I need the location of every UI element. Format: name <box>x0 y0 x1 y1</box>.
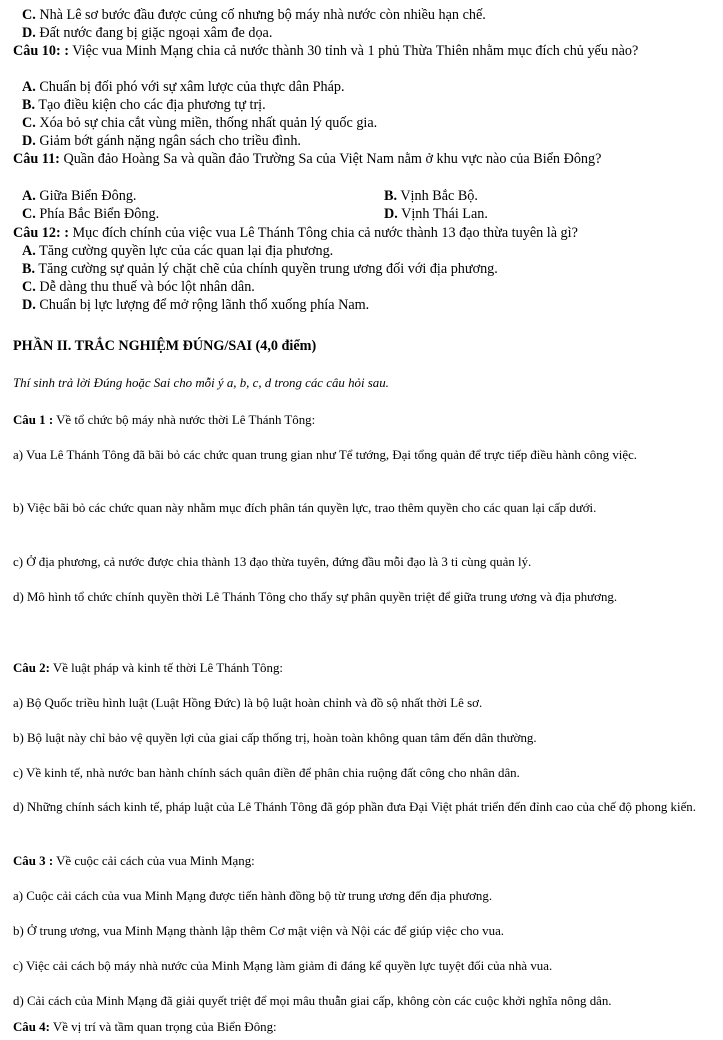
option-text: Giữa Biển Đông. <box>39 188 137 204</box>
section-heading: PHẦN II. TRẮC NGHIỆM ĐÚNG/SAI (4,0 điểm) <box>13 338 317 354</box>
statement-c: c) Ở địa phương, cả nước được chia thành 13 đạo thừa tuyên, đứng đầu mỗi đạo là 3 ti cùng quản lý. <box>13 555 532 569</box>
statement-d: d) Những chính sách kinh tế, pháp luật của Lê Thánh Tông đã góp phần đưa Đại Việt phát triển đến đỉnh cao của chế độ phong kiến. <box>13 800 696 814</box>
option-line <box>22 97 715 114</box>
tf-question-2 <box>13 659 715 677</box>
option-line <box>22 25 715 42</box>
option-text: Tạo điều kiện cho các địa phương tự trị. <box>38 97 266 113</box>
tf-question-4 <box>13 1018 715 1036</box>
option-line <box>22 133 715 150</box>
option-text: Đất nước đang bị giặc ngoại xâm đe dọa. <box>39 25 273 41</box>
question-text: Quần đảo Hoàng Sa và quần đảo Trường Sa của Việt Nam nằm ở khu vực nào của Biển Đông? <box>59 151 602 167</box>
option-text: Phía Bắc Biển Đông. <box>39 206 160 222</box>
option-label: D. <box>22 297 36 313</box>
question-text: Về luật pháp và kinh tế thời Lê Thánh Tông: <box>49 661 283 675</box>
tf-question-1 <box>13 411 715 429</box>
option-text: Xóa bỏ sự chia cắt vùng miền, thống nhất quản lý quốc gia. <box>39 115 378 131</box>
statement-b: b) Bộ luật này chỉ bảo vệ quyền lợi của giai cấp thống trị, hoàn toàn không quan tâm đến dân thường. <box>13 731 537 745</box>
question-10 <box>13 43 713 60</box>
option-text: Tăng cường sự quản lý chặt chẽ của chính quyền trung ương đối với địa phương. <box>38 261 498 277</box>
question-text: Mục đích chính của việc vua Lê Thánh Tông chia cả nước thành 13 đạo thừa tuyên là gì? <box>68 225 578 241</box>
option-label: C. <box>22 7 36 23</box>
option-line <box>22 7 715 24</box>
option-line <box>22 279 715 296</box>
option-text: Chuẩn bị lực lượng để mở rộng lãnh thổ xuống phía Nam. <box>39 297 370 313</box>
option-text: Vịnh Bắc Bộ. <box>400 188 478 204</box>
option-text: Tăng cường quyền lực của các quan lại địa phương. <box>39 243 334 259</box>
option-label: C. <box>22 115 36 131</box>
question-text: Về vị trí và tầm quan trọng của Biển Đông: <box>49 1020 277 1034</box>
option-label: D. <box>22 133 36 149</box>
statement-a: a) Bộ Quốc triều hình luật (Luật Hồng Đức) là bộ luật hoàn chỉnh và đồ sộ nhất thời Lê sơ. <box>13 696 483 710</box>
option-line <box>22 297 715 314</box>
statement-c: c) Việc cải cách bộ máy nhà nước của Minh Mạng làm giảm đi đáng kể quyền lực tuyệt đối của nhà vua. <box>13 959 553 973</box>
option-label: A. <box>22 79 36 95</box>
question-label: Câu 4: <box>13 1020 50 1034</box>
option-label: C. <box>22 206 36 222</box>
statement-d: d) Cải cách của Minh Mạng đã giải quyết triệt để mọi mâu thuẫn giai cấp, không còn các cuộc khởi nghĩa nông dân. <box>13 994 612 1008</box>
question-label: Câu 12: : <box>13 225 69 241</box>
option-label: C. <box>22 279 36 295</box>
question-11 <box>13 151 713 168</box>
option-text: Chuẩn bị đối phó với sự xâm lược của thực dân Pháp. <box>39 79 345 95</box>
option-text: Vịnh Thái Lan. <box>401 206 488 222</box>
section-instruction: Thí sinh trả lời Đúng hoặc Sai cho mỗi ý a, b, c, d trong các câu hỏi sau. <box>13 376 389 390</box>
option-label: D. <box>22 25 36 41</box>
option-label: D. <box>384 206 398 222</box>
option-line <box>22 261 715 278</box>
question-label: Câu 3 : <box>13 854 54 868</box>
statement-d: d) Mô hình tổ chức chính quyền thời Lê Thánh Tông cho thấy sự phân quyền triệt để giữa trung ương và địa phương. <box>13 590 618 604</box>
option-text: Giảm bớt gánh nặng ngân sách cho triều đình. <box>39 133 301 149</box>
option-text: Nhà Lê sơ bước đầu được củng cố nhưng bộ máy nhà nước còn nhiều hạn chế. <box>39 7 486 23</box>
option-col2 <box>384 206 488 223</box>
question-label: Câu 11: <box>13 151 60 167</box>
option-line <box>22 243 715 260</box>
question-text: Việc vua Minh Mạng chia cả nước thành 30 tỉnh và 1 phủ Thừa Thiên nhằm mục đích chủ yếu nào? <box>68 43 639 59</box>
statement-c: c) Về kinh tế, nhà nước ban hành chính sách quân điền để phân chia ruộng đất công cho nhân dân. <box>13 766 520 780</box>
option-line <box>22 115 715 132</box>
question-text: Về cuộc cải cách của vua Minh Mạng: <box>53 854 255 868</box>
statement-a: a) Cuộc cải cách của vua Minh Mạng được tiến hành đồng bộ từ trung ương đến địa phương. <box>13 889 493 903</box>
question-label: Câu 10: : <box>13 43 69 59</box>
question-label: Câu 2: <box>13 661 50 675</box>
statement-b: b) Việc bãi bỏ các chức quan này nhằm mục đích phân tán quyền lực, trao thêm quyền cho các quan lại cấp dưới. <box>13 501 597 515</box>
option-text: Dễ dàng thu thuế và bóc lột nhân dân. <box>39 279 255 295</box>
option-label: B. <box>22 261 36 277</box>
question-12 <box>13 225 715 242</box>
question-text: Về tổ chức bộ máy nhà nước thời Lê Thánh Tông: <box>53 413 316 427</box>
option-label: B. <box>384 188 398 204</box>
option-row <box>22 188 715 205</box>
option-row <box>22 206 715 223</box>
option-label: B. <box>22 97 36 113</box>
statement-b: b) Ở trung ương, vua Minh Mạng thành lập thêm Cơ mật viện và Nội các để giúp việc cho vua. <box>13 924 505 938</box>
statement-a: a) Vua Lê Thánh Tông đã bãi bỏ các chức quan trung gian như Tể tướng, Đại tổng quản để trực tiếp điều hành công việc. <box>13 448 638 462</box>
option-label: A. <box>22 188 36 204</box>
option-col2 <box>384 188 478 205</box>
option-line <box>22 79 715 96</box>
option-label: A. <box>22 243 36 259</box>
tf-question-3 <box>13 852 715 870</box>
question-label: Câu 1 : <box>13 413 54 427</box>
